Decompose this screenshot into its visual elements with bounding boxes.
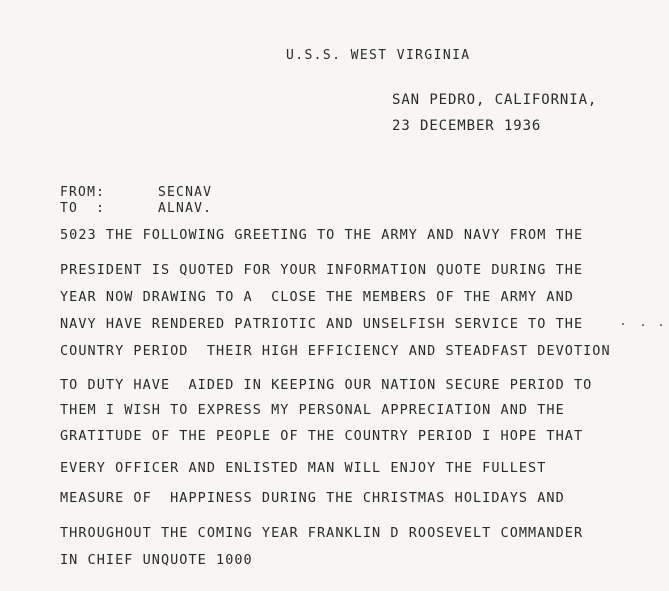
to-label: TO : (60, 201, 106, 216)
message-line: THROUGHOUT THE COMING YEAR FRANKLIN D ROOSEVELT COMMANDER (60, 525, 584, 541)
ship-heading: U.S.S. WEST VIRGINIA (286, 48, 471, 63)
message-line: MEASURE OF HAPPINESS DURING THE CHRISTMAS HOLIDAYS AND (60, 490, 565, 506)
message-line: 5023 THE FOLLOWING GREETING TO THE ARMY AND NAVY FROM THE (60, 227, 584, 243)
message-line: NAVY HAVE RENDERED PATRIOTIC AND UNSELFISH SERVICE TO THE (60, 316, 584, 332)
message-line: EVERY OFFICER AND ENLISTED MAN WILL ENJOY THE FULLEST (60, 460, 547, 476)
ink-speck (660, 324, 662, 326)
message-line: THEM I WISH TO EXPRESS MY PERSONAL APPRECIATION AND THE (60, 402, 565, 418)
message-line: GRATITUDE OF THE PEOPLE OF THE COUNTRY PERIOD I HOPE THAT (60, 428, 584, 444)
message-line: TO DUTY HAVE AIDED IN KEEPING OUR NATION SECURE PERIOD TO (60, 377, 593, 393)
from-label: FROM: (60, 185, 106, 200)
message-line: YEAR NOW DRAWING TO A CLOSE THE MEMBERS OF THE ARMY AND (60, 289, 574, 305)
message-line: IN CHIEF UNQUOTE 1000 (60, 552, 253, 568)
from-value: SECNAV (158, 185, 213, 200)
to-value: ALNAV. (158, 201, 213, 216)
ink-speck (622, 323, 624, 325)
message-line: COUNTRY PERIOD THEIR HIGH EFFICIENCY AND STEADFAST DEVOTION (60, 343, 611, 359)
place-line: SAN PEDRO, CALIFORNIA, (392, 92, 598, 108)
ink-speck (642, 324, 644, 326)
date-line: 23 DECEMBER 1936 (392, 118, 542, 134)
message-line: PRESIDENT IS QUOTED FOR YOUR INFORMATION QUOTE DURING THE (60, 262, 584, 278)
